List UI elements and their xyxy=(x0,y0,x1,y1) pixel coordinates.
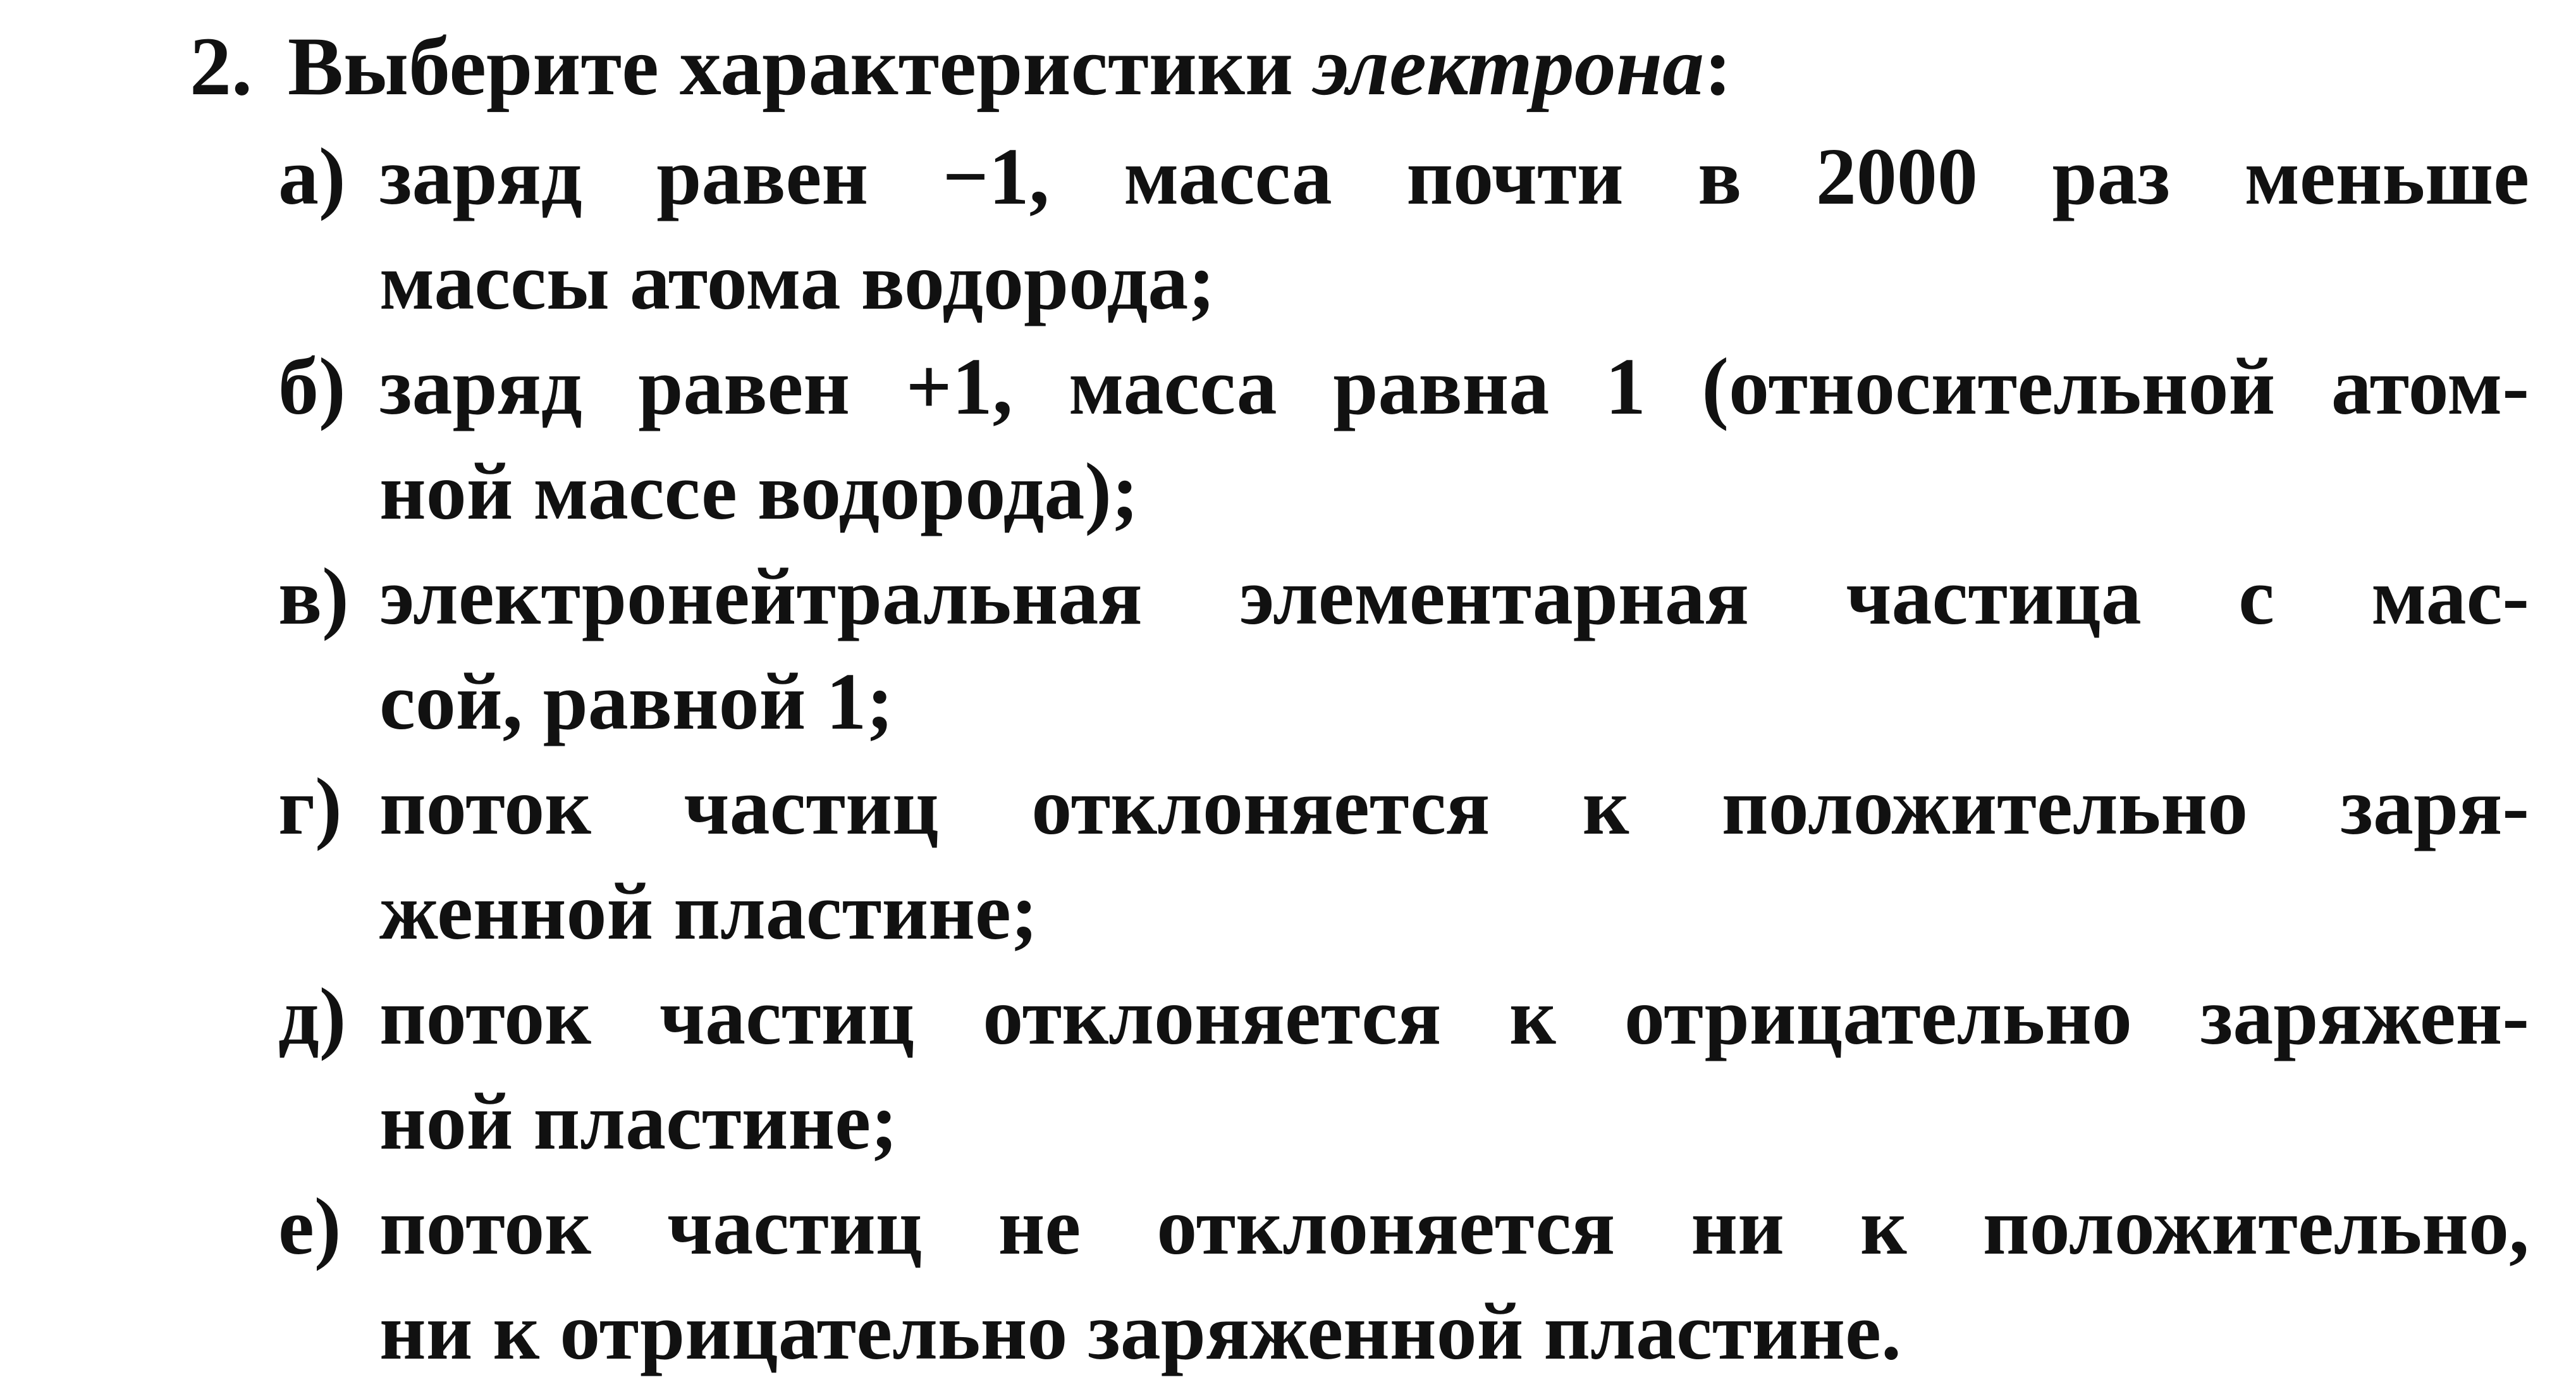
option-line: поток частиц не отклоняется ни к положительно, xyxy=(379,1182,2529,1271)
option-line: поток частиц отклоняется к отрицательно заряжен- xyxy=(379,972,2529,1061)
option-letter: а) xyxy=(278,132,346,221)
question-emphasis: электрона xyxy=(1314,20,1705,113)
question-number: 2. xyxy=(190,20,252,113)
option-letter: е) xyxy=(278,1182,341,1271)
answer-option-b xyxy=(278,334,2542,549)
answer-option-d xyxy=(278,964,2542,1179)
answer-option-v xyxy=(278,544,2542,759)
option-line: женной пластине; xyxy=(379,867,1038,956)
answer-option-e xyxy=(278,1174,2542,1389)
option-text xyxy=(379,1174,2529,1384)
option-line: поток частиц отклоняется к положительно заря- xyxy=(379,762,2529,851)
option-text xyxy=(379,964,2529,1174)
option-line: заряд равен −1, масса почти в 2000 раз меньше xyxy=(379,132,2529,221)
option-line: ни к отрицательно заряженной пластине. xyxy=(379,1287,1901,1376)
option-letter: д) xyxy=(278,972,347,1061)
question-lead: Выберите характеристики xyxy=(288,20,1315,113)
question-header xyxy=(190,13,1732,120)
option-line: заряд равен +1, масса равна 1 (относительной атом- xyxy=(379,342,2529,431)
option-text xyxy=(379,754,2529,964)
option-text xyxy=(379,124,2529,334)
option-letter: г) xyxy=(278,762,342,851)
option-line: ной массе водорода); xyxy=(379,447,1139,536)
option-text xyxy=(379,334,2529,544)
option-letter: б) xyxy=(278,342,346,431)
question-tail: : xyxy=(1704,20,1732,113)
option-line: ной пластине; xyxy=(379,1077,898,1166)
option-line: электронейтральная элементарная частица с мас- xyxy=(379,552,2529,641)
option-letter: в) xyxy=(278,552,349,641)
answer-option-a xyxy=(278,124,2542,339)
option-line: сой, равной 1; xyxy=(379,657,893,746)
option-text xyxy=(379,544,2529,754)
option-line: массы атома водорода; xyxy=(379,237,1215,326)
answer-option-g xyxy=(278,754,2542,969)
